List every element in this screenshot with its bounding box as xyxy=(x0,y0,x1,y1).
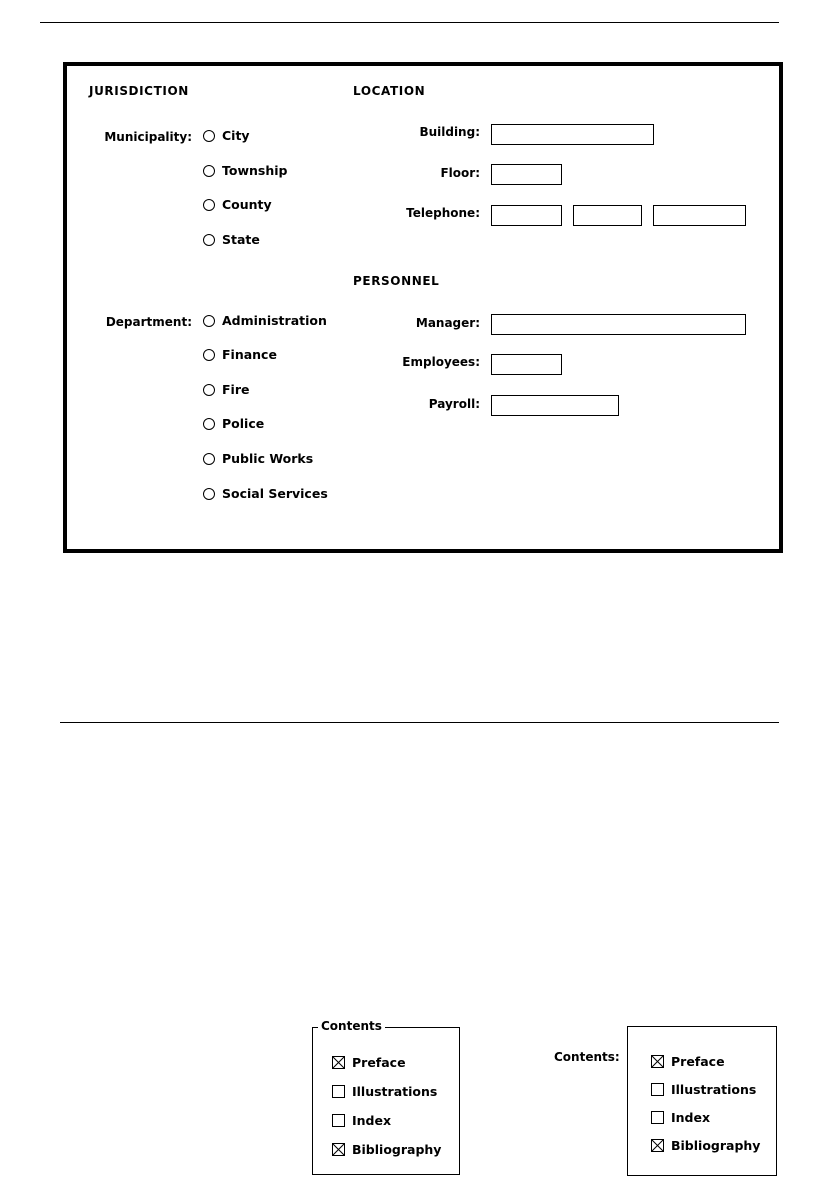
payroll-label: Payroll: xyxy=(428,397,480,411)
radio-public-works[interactable] xyxy=(203,451,313,466)
telephone-prefix-field[interactable] xyxy=(573,205,642,226)
checkbox-empty-icon xyxy=(651,1111,664,1124)
contents-label: Contents: xyxy=(554,1050,620,1064)
radio-label: Public Works xyxy=(222,451,314,466)
radio-circle-icon xyxy=(203,234,215,246)
checkbox-bibliography-b[interactable] xyxy=(651,1138,760,1153)
manager-label: Manager: xyxy=(415,316,480,330)
radio-police[interactable] xyxy=(203,416,264,431)
radio-circle-icon xyxy=(203,453,215,465)
checkbox-preface-b[interactable] xyxy=(651,1054,725,1069)
checkbox-label: Illustrations xyxy=(352,1084,438,1099)
checkbox-illustrations-b[interactable] xyxy=(651,1082,756,1097)
radio-label: County xyxy=(222,197,272,212)
checkbox-label: Bibliography xyxy=(671,1138,761,1153)
radio-state[interactable] xyxy=(203,232,260,247)
checkbox-checked-icon xyxy=(332,1056,345,1069)
checkbox-bibliography[interactable] xyxy=(332,1142,441,1157)
radio-circle-icon xyxy=(203,165,215,177)
building-label: Building: xyxy=(419,125,480,139)
floor-label: Floor: xyxy=(440,166,480,180)
telephone-label: Telephone: xyxy=(406,206,480,220)
checkbox-illustrations[interactable] xyxy=(332,1084,437,1099)
jurisdiction-heading: JURISDICTION xyxy=(89,84,189,98)
payroll-field[interactable] xyxy=(491,395,619,416)
radio-circle-icon xyxy=(203,418,215,430)
checkbox-index[interactable] xyxy=(332,1113,391,1128)
checkbox-empty-icon xyxy=(332,1085,345,1098)
checkbox-empty-icon xyxy=(651,1083,664,1096)
radio-circle-icon xyxy=(203,349,215,361)
radio-circle-icon xyxy=(203,488,215,500)
radio-administration[interactable] xyxy=(203,313,327,328)
radio-city[interactable] xyxy=(203,128,250,143)
employees-label: Employees: xyxy=(402,355,480,369)
personnel-heading: PERSONNEL xyxy=(353,274,440,288)
building-field[interactable] xyxy=(491,124,654,145)
radio-circle-icon xyxy=(203,199,215,211)
checkbox-label: Index xyxy=(352,1113,392,1128)
radio-circle-icon xyxy=(203,130,215,142)
radio-finance[interactable] xyxy=(203,347,277,362)
radio-circle-icon xyxy=(203,315,215,327)
top-divider xyxy=(40,22,779,23)
checkbox-label: Illustrations xyxy=(671,1082,757,1097)
radio-township[interactable] xyxy=(203,163,287,178)
section-divider xyxy=(60,722,779,723)
radio-label: City xyxy=(222,128,250,143)
checkbox-checked-icon xyxy=(332,1143,345,1156)
checkbox-label: Preface xyxy=(352,1055,406,1070)
checkbox-label: Preface xyxy=(671,1054,725,1069)
checkbox-empty-icon xyxy=(332,1114,345,1127)
radio-label: Finance xyxy=(222,347,277,362)
radio-label: Fire xyxy=(222,382,250,397)
floor-field[interactable] xyxy=(491,164,562,185)
telephone-number-field[interactable] xyxy=(653,205,746,226)
checkbox-label: Index xyxy=(671,1110,711,1125)
radio-label: Administration xyxy=(222,313,327,328)
checkbox-checked-icon xyxy=(651,1139,664,1152)
radio-label: Township xyxy=(222,163,288,178)
radio-social-services[interactable] xyxy=(203,486,328,501)
radio-label: Social Services xyxy=(222,486,328,501)
checkbox-checked-icon xyxy=(651,1055,664,1068)
employees-field[interactable] xyxy=(491,354,562,375)
checkbox-label: Bibliography xyxy=(352,1142,442,1157)
radio-label: State xyxy=(222,232,260,247)
checkbox-preface[interactable] xyxy=(332,1055,406,1070)
radio-circle-icon xyxy=(203,384,215,396)
radio-label: Police xyxy=(222,416,265,431)
checkbox-index-b[interactable] xyxy=(651,1110,710,1125)
radio-county[interactable] xyxy=(203,197,272,212)
location-heading: LOCATION xyxy=(353,84,426,98)
manager-field[interactable] xyxy=(491,314,746,335)
radio-fire[interactable] xyxy=(203,382,249,397)
contents-groupbox-title: Contents xyxy=(318,1019,385,1033)
telephone-area-field[interactable] xyxy=(491,205,562,226)
municipality-label: Municipality: xyxy=(104,130,192,144)
department-label: Department: xyxy=(105,315,192,329)
contents-box xyxy=(627,1026,777,1176)
